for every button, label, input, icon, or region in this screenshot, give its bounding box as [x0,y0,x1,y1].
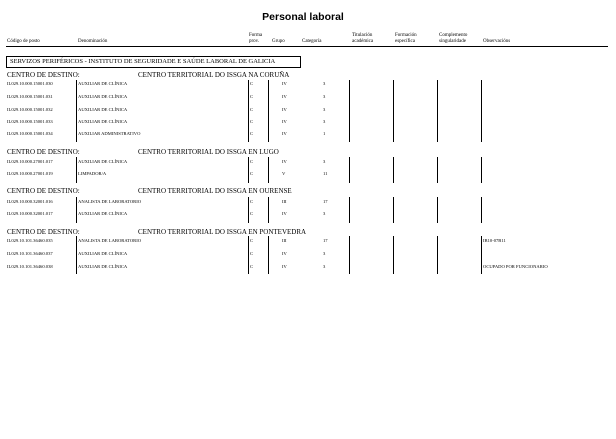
column-divider [248,80,249,142]
centre-label: CENTRO DE DESTINO: [7,228,80,236]
cell-code: IL029.10.000.27001.017 [7,159,53,164]
cell-grupo: IV [282,81,287,86]
cell-observaciones: IB10-07B11 [483,238,506,243]
header-forma: Forma prov. [249,33,263,44]
cell-grupo: IV [282,94,287,99]
cell-code: IL029.10.000.15001.031 [7,94,53,99]
column-divider [268,197,269,223]
header-complemento: Complemento singularidade [439,33,468,44]
cell-denominacion: AUXILIAR DE CLÍNICA [78,264,128,269]
centre-name: CENTRO TERRITORIAL DO ISSGA EN PONTEVEDRA [138,228,307,236]
cell-categoria: 3 [323,211,326,216]
cell-denominacion: AUXILIAR ADMINISTRATIVO [78,131,141,136]
cell-denominacion: ANALISTA DE LABORATORIO [78,238,142,243]
column-divider [248,197,249,223]
cell-forma: C [250,264,254,269]
column-divider [437,197,438,223]
cell-denominacion: AUXILIAR DE CLÍNICA [78,107,128,112]
cell-denominacion: AUXILIAR DE CLÍNICA [78,81,128,86]
table-row [0,159,616,171]
cell-denominacion: AUXILIAR DE CLÍNICA [78,159,128,164]
cell-grupo: IV [282,107,287,112]
cell-grupo: III [282,199,287,204]
column-divider [349,80,350,142]
cell-forma: C [250,94,254,99]
table-row [0,264,616,276]
cell-denominacion: AUXILIAR DE CLÍNICA [78,119,128,124]
column-divider [268,236,269,274]
cell-forma: C [250,81,254,86]
column-divider [268,157,269,183]
column-divider [76,80,77,142]
cell-categoria: 3 [323,251,326,256]
cell-categoria: 3 [323,264,326,269]
header-denominacion: Denominación [78,39,108,44]
centre-name: CENTRO TERRITORIAL DO ISSGA EN LUGO [138,148,279,156]
cell-categoria: 17 [323,199,328,204]
column-divider [393,236,394,274]
centre-label: CENTRO DE DESTINO: [7,187,80,195]
header-titulacion: Titulación académica [352,33,374,44]
centre-name: CENTRO TERRITORIAL DO ISSGA EN OURENSE [138,187,292,195]
table-row [0,238,616,250]
page-title: Personal laboral [262,11,344,23]
cell-forma: C [250,238,254,243]
column-divider [481,236,482,274]
table-row [0,119,616,131]
table-row [0,107,616,119]
cell-categoria: 3 [323,81,326,86]
cell-code: IL029.10.000.32001.017 [7,211,53,216]
cell-forma: C [250,107,254,112]
column-divider [437,80,438,142]
cell-observaciones: OCUPADO POR FUNCIONARIO [483,264,548,269]
cell-grupo: III [282,238,287,243]
column-divider [437,236,438,274]
cell-categoria: 3 [323,94,326,99]
cell-categoria: 3 [323,119,326,124]
cell-categoria: 3 [323,107,326,112]
cell-code: IL029.10.000.27001.019 [7,171,53,176]
cell-code: IL029.10.101.36460.035 [7,238,53,243]
cell-denominacion: AUXILIAR DE CLÍNICA [78,94,128,99]
cell-forma: C [250,119,254,124]
column-divider [393,80,394,142]
cell-denominacion: LIMPADOR/A [78,171,107,176]
cell-code: IL029.10.000.15001.032 [7,107,53,112]
cell-categoria: 3 [323,159,326,164]
column-divider [437,157,438,183]
header-grupo: Grupo [272,39,285,44]
header-observaciones: Observacións [483,39,511,44]
header-rule [6,46,608,47]
cell-forma: C [250,211,254,216]
column-divider [481,80,482,142]
cell-forma: C [250,251,254,256]
table-row [0,81,616,93]
column-divider [349,197,350,223]
column-divider [268,80,269,142]
table-row [0,94,616,106]
column-divider [76,197,77,223]
cell-code: IL029.10.000.15001.030 [7,81,53,86]
cell-categoria: 11 [323,171,328,176]
cell-grupo: IV [282,264,287,269]
table-row [0,131,616,143]
column-divider [393,197,394,223]
column-divider [248,236,249,274]
centre-name: CENTRO TERRITORIAL DO ISSGA NA CORUÑA [138,71,290,79]
service-box: SERVIZOS PERIFÉRICOS - INSTITUTO DE SEGURIDADE E SAÚDE LABORAL DE GALICIA [6,56,301,68]
column-divider [349,157,350,183]
column-divider [248,157,249,183]
centre-label: CENTRO DE DESTINO: [7,71,80,79]
header-formacion: Formación específica [395,33,417,44]
column-divider [349,236,350,274]
column-divider [393,157,394,183]
cell-categoria: 1 [323,131,326,136]
cell-forma: C [250,199,254,204]
cell-categoria: 17 [323,238,328,243]
cell-grupo: IV [282,159,287,164]
column-divider [481,197,482,223]
column-divider [76,236,77,274]
cell-grupo: IV [282,131,287,136]
cell-denominacion: ANALISTA DE LABORATORIO [78,199,142,204]
cell-forma: C [250,131,254,136]
table-row [0,171,616,183]
table-row [0,211,616,223]
table-row [0,251,616,263]
cell-code: IL029.10.000.15001.033 [7,119,53,124]
cell-denominacion: AUXILIAR DE CLÍNICA [78,251,128,256]
cell-grupo: V [282,171,286,176]
cell-code: IL029.10.101.36460.038 [7,264,53,269]
cell-code: IL029.10.000.15001.034 [7,131,53,136]
table-row [0,199,616,211]
cell-forma: C [250,159,254,164]
centre-label: CENTRO DE DESTINO: [7,148,80,156]
cell-forma: C [250,171,254,176]
cell-code: IL029.10.101.36460.037 [7,251,53,256]
cell-grupo: IV [282,251,287,256]
cell-grupo: IV [282,119,287,124]
cell-denominacion: AUXILIAR DE CLÍNICA [78,211,128,216]
column-divider [76,157,77,183]
column-divider [481,157,482,183]
header-categoria: Categoría [302,39,322,44]
cell-grupo: IV [282,211,287,216]
header-codigo: Código de posto [7,39,40,44]
cell-code: IL029.10.000.32001.016 [7,199,53,204]
